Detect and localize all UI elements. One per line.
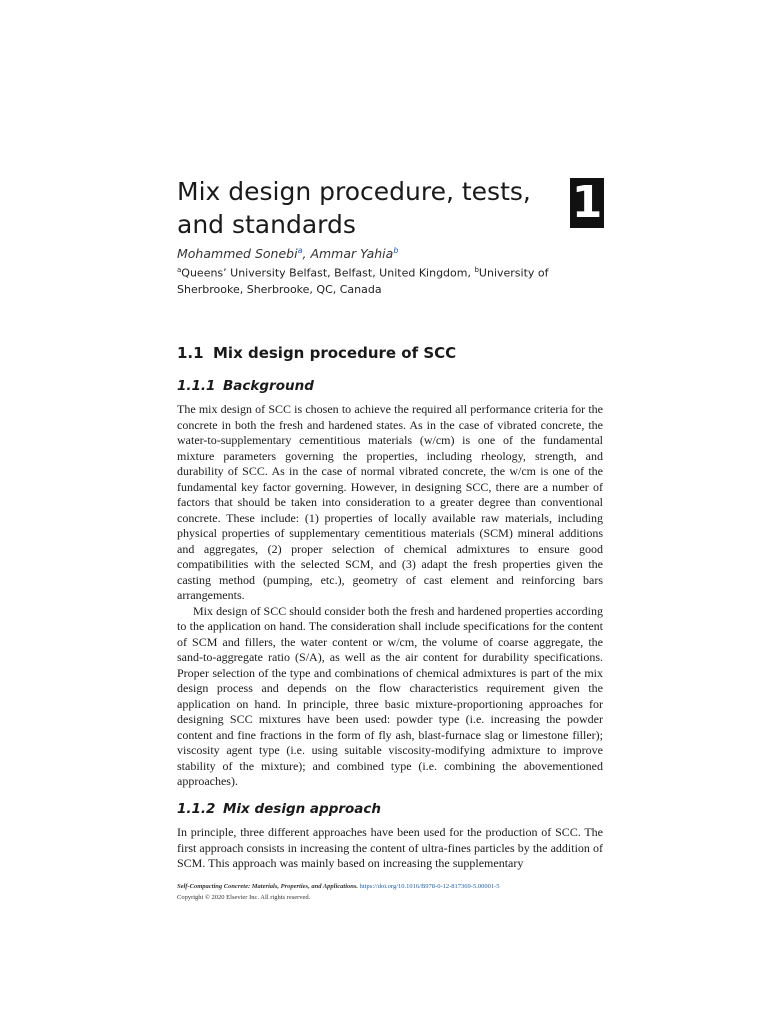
affiliation-marker: a: [177, 266, 182, 274]
doi-link[interactable]: https://doi.org/10.1016/B978-0-12-817369-5.00001-5: [359, 883, 500, 890]
book-citation: Self-Compacting Concrete: Materials, Properties, and Applications.: [177, 883, 359, 890]
author-name: Mohammed Sonebi: [177, 246, 298, 262]
section-title: Mix design procedure of SCC: [213, 344, 457, 362]
subsection-title: Background: [223, 378, 314, 394]
footer-citation-line: [177, 881, 607, 892]
paragraph: Mix design of SCC should consider both the fresh and hardened properties according to the application on hand. The consideration shall include specifications for the content of SCM and fillers, the water content or w/cm, the volume of coarse aggregate, the sand-to-aggregate ratio (S/A), as well as the air content for durability specifications. Proper selection of the type and combinations of chemical admixtures is part of the mix design process and depends on the flow characteristics requirement given the application on hand. In principle, three basic mixture-proportioning approaches for designing SCC mixtures have been used: powder type (i.e. increasing the powder content and fine fractions in the form of fly ash, blast-furnace slag or limestone filler); viscosity agent type (i.e. using suitable viscosity-modifying admixture to improve stability of the mixture); and combined type (i.e. combining the abovementioned approaches).: [177, 603, 603, 788]
paragraph: The mix design of SCC is chosen to achieve the required all performance criteria for the concrete in both the fresh and hardened states. As in the case of vibrated concrete, the water-to-supplementary cementitious materials (w/cm) is one of the fundamental mixture parameters governing the properties, including rheology, strength, and durability of SCC. As in the case of normal vibrated concrete, the w/cm is one of the fundamental key factor governing. However, in designing SCC, there are a number of factors that should be taken into consideration to a greater degree than conventional concrete. These include: (1) properties of locally available raw materials, including physical properties of supplementary cementitious materials (SCM) mineral additions and aggregates, (2) proper selection of chemical admixtures to ensure good compatibilities with the selected SCM, and (3) adapt the fresh properties given the casting method (pumping, etc.), geometry of cast element and reinforcing bars arrangements.: [177, 402, 603, 602]
body-text-approach: [177, 825, 603, 872]
affiliation-text: University of Sherbrooke, Sherbrooke, QC, Canada: [177, 266, 549, 297]
body-text-background: [177, 402, 603, 790]
affiliations: [177, 262, 597, 299]
author-separator: ,: [302, 246, 311, 262]
page-footer: [177, 881, 607, 903]
subsection-number: 1.1.1: [177, 378, 216, 394]
author-name: Ammar Yahia: [310, 246, 394, 262]
copyright-notice: Copyright © 2020 Elsevier Inc. All rights reserved.: [177, 894, 311, 901]
affiliation-text: Queens’ University Belfast, Belfast, United Kingdom,: [181, 266, 475, 280]
paragraph: In principle, three different approaches have been used for the production of SCC. The first approach consists in increasing the content of ultra-fines particles by the addition of SCM. This approach was mainly based on increasing the supplementary: [177, 825, 603, 870]
affiliation-marker[interactable]: a: [297, 246, 303, 255]
chapter-title: Mix design procedure, tests, and standards: [177, 177, 531, 239]
chapter-number-badge: 1: [571, 177, 603, 228]
subsection-number: 1.1.2: [177, 801, 216, 817]
section-heading: [177, 344, 456, 362]
affiliation-marker[interactable]: b: [393, 246, 399, 255]
author-line: [177, 246, 398, 261]
affiliation-marker: b: [474, 266, 479, 274]
section-number: 1.1: [177, 344, 204, 362]
subsection-heading: [177, 378, 314, 394]
subsection-title: Mix design approach: [223, 801, 382, 817]
subsection-heading: [177, 801, 381, 817]
